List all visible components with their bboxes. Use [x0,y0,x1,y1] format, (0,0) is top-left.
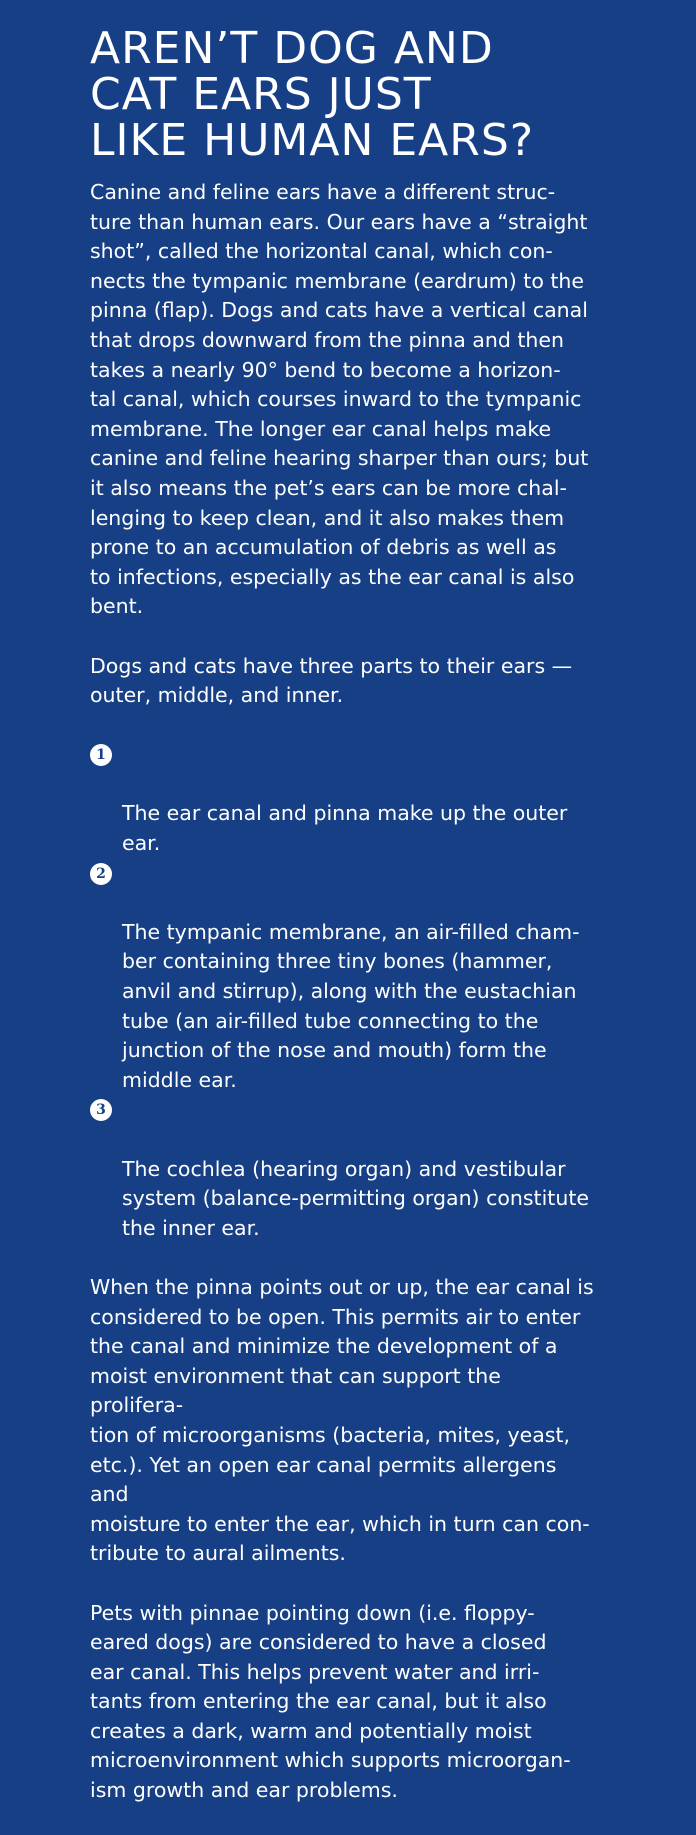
ear-part-middle-text: The tympanic membrane, an air-filled cham- ber containing three tiny bones (hammer, anvil and stirrup), along with the eustachian tube (an air-filled tube connecting to the junction of the nose and mouth) form the middle ear. [122,919,580,1092]
article [90,23,600,1835]
ear-part-inner [90,1095,600,1243]
ear-part-outer [90,740,600,858]
number-3-badge: 3 [90,1099,112,1121]
paragraph-ear-structure: Canine and feline ears have a different struc- ture than human ears. Our ears have a “straight shot”, called the horizontal canal, which con- nects the tympanic membrane (eardrum) to the pinna (flap). Dogs and cats have a vertical canal that drops downward from the pinna and then takes a nearly 90° bend to become a horizon- tal canal, which courses inward to the tympanic membrane. The longer ear canal helps make canine and feline hearing sharper than ours; but it also means the pet’s ears can be more chal- lenging to keep clean, and it also makes them prone to an accumulation of debris as well as to infections, especially as the ear canal is also bent. [90,180,589,619]
article-title: AREN’T DOG AND CAT EARS JUST LIKE HUMAN EARS? [90,23,535,166]
number-2-badge: 2 [90,863,112,885]
ear-part-middle [90,859,600,1096]
ear-part-outer-text: The ear canal and pinna make up the outer ear. [122,801,568,856]
ear-part-inner-text: The cochlea (hearing organ) and vestibular system (balance-permitting organ) constitute the inner ear. [122,1156,589,1240]
paragraph-ear-parts-intro: Dogs and cats have three parts to their ears — outer, middle, and inner. [90,653,573,708]
paragraph-closed-canal: Pets with pinnae pointing down (i.e. floppy- eared dogs) are considered to have a closed ear canal. This helps prevent water and irri- tants from entering the ear canal, but it also creates a dark, warm and potentially moist microenvironment which supports microorgan- ism growth and ear problems. [90,1600,571,1803]
ear-parts-list [90,740,600,1243]
number-1-badge: 1 [90,744,112,766]
paragraph-open-canal: When the pinna points out or up, the ear canal is considered to be open. This permits air to enter the canal and minimize the development of a moist environment that can support the prolifera- tion of microorganisms (bacteria, mites, yeast, etc.). Yet an open ear canal permits allergens and moisture to enter the ear, which in turn can con- tribute to aural ailments. [90,1274,594,1566]
